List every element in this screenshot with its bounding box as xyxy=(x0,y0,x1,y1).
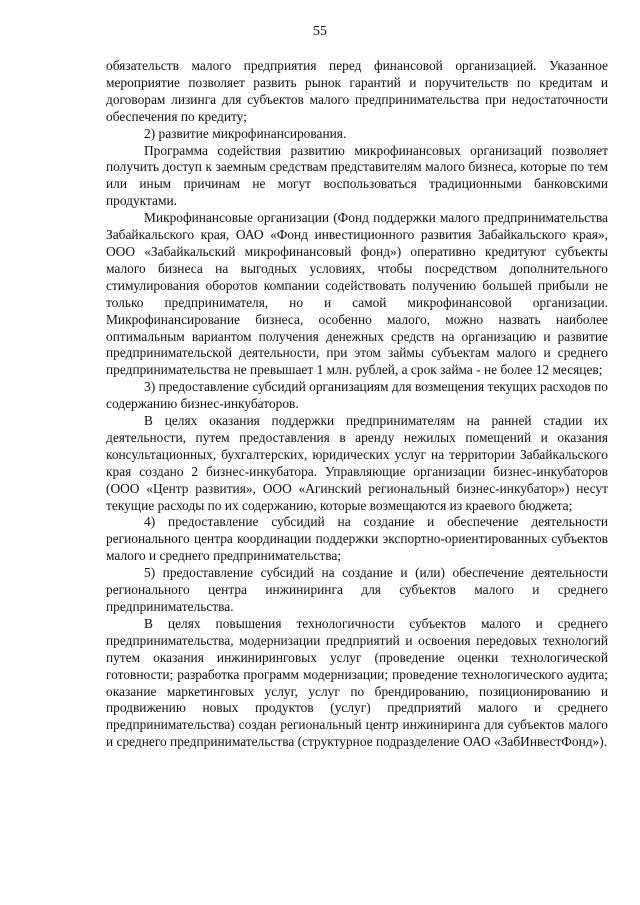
paragraph-guarantees-end: обязательств малого предприятия перед финансовой организацией. Указанное мероприятие позволяет развить рынок гарантий и поручительств по кредитам и договорам лизинга для субъектов малого предпринимательства при недостаточности обеспечения по кредиту; xyxy=(106,58,608,124)
paragraph-business-incubators: В целях оказания поддержки предпринимателям на ранней стадии их деятельности, путем предоставления в аренду нежилых помещений и оказания консультационных, бухгалтерских, юридических услуг на территории Забайкальского края создано 2 бизнес-инкубатора. Управляющие организации бизнес-инкубаторов (ООО «Центр развития», ООО «Агинский региональный бизнес-инкубатор») несут текущие расходы по их содержанию, которые возмещаются из краевого бюджета; xyxy=(106,413,608,513)
paragraph-microfinance-organizations: Микрофинансовые организации (Фонд поддержки малого предпринимательства Забайкальского края, ОАО «Фонд инвестиционного развития Забайкальского края», ООО «Забайкальский микрофинансовый фонд») оперативно кредитуют субъекты малого бизнеса на выгодных условиях, чтобы посредством дополнительного стимулирования оборотов компании содействовать получению большей прибыли не только предпринимателя, но и самой микрофинансовой организации. Микрофинансирование бизнеса, особенно малого, можно назвать наиболее оптимальным вариантом получения денежных средств на организацию и развитие предпринимательской деятельности, при этом займы субъектам малого и среднего предпринимательства не превышает 1 млн. рублей, а срок займа - не более 12 месяцев; xyxy=(106,210,608,378)
paragraph-microfinance-program: Программа содействия развитию микрофинансовых организаций позволяет получить доступ к заемным средствам представителям малого бизнеса, которые по тем или иным причинам не могут воспользоваться традиционными банковскими продуктами. xyxy=(106,142,608,209)
page-number: 55 xyxy=(313,24,327,39)
document-body xyxy=(106,58,608,751)
paragraph-microfinance-heading: 2) развитие микрофинансирования. xyxy=(144,125,347,141)
paragraph-engineering-center: В целях повышения технологичности субъектов малого и среднего предпринимательства, модернизации предприятий и освоения передовых технологий путем оказания инжиниринговых услуг (проведение оценки технологической готовности; разработка программ модернизации; проведение технологического аудита; оказание маркетинговых услуг, услуг по брендированию, позиционированию и продвижению новых продуктов (услуг) предприятий малого и среднего предпринимательства) создан региональный центр инжиниринга для субъектов малого и среднего предпринимательства (структурное подразделение ОАО «ЗабИнвестФонд»). xyxy=(106,615,608,750)
paragraph-export-center-subsidies: 4) предоставление субсидий на создание и обеспечение деятельности регионального центра координации поддержки экспортно-ориентированных субъектов малого и среднего предпринимательства; xyxy=(106,514,608,564)
paragraph-engineering-center-subsidies: 5) предоставление субсидий на создание и (или) обеспечение деятельности регионального центра инжиниринга для субъектов малого и среднего предпринимательства. xyxy=(106,565,608,614)
paragraph-incubator-subsidies: 3) предоставление субсидий организациям для возмещения текущих расходов по содержанию бизнес-инкубаторов. xyxy=(106,379,608,412)
